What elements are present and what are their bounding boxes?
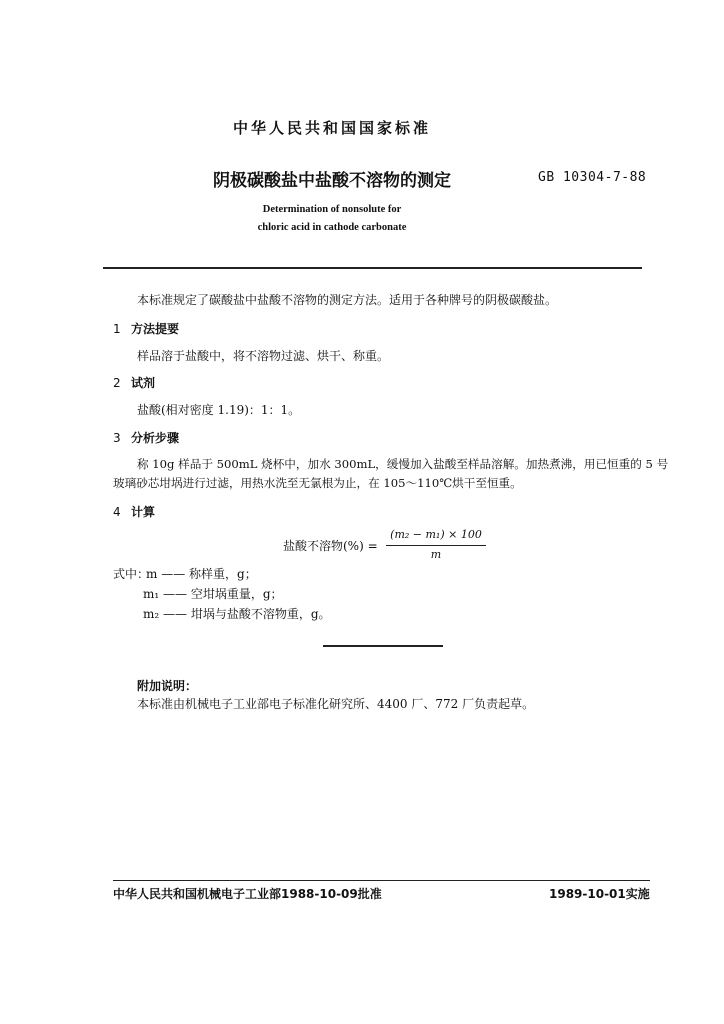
formula-fraction bbox=[386, 528, 486, 561]
section-title: 计算 bbox=[131, 505, 156, 519]
section-1-heading bbox=[113, 320, 179, 337]
definition-item: m₂ —— 坩埚与盐酸不溶物重，g。 bbox=[143, 607, 331, 621]
formula-lhs: 盐酸不溶物(%) = bbox=[283, 539, 378, 553]
section-number: 1 bbox=[113, 322, 121, 336]
section-number: 3 bbox=[113, 431, 121, 445]
definition-item: m —— 称样重，g； bbox=[146, 567, 257, 581]
english-title-line2: chloric acid in cathode carbonate bbox=[257, 222, 407, 233]
english-title-line1: Determination of nonsolute for bbox=[262, 204, 402, 215]
section-3-heading bbox=[113, 429, 179, 446]
note-heading: 附加说明： bbox=[137, 679, 198, 693]
formula-numerator: (m₂ − m₁) × 100 bbox=[390, 528, 482, 541]
definition-item: m₁ —— 空坩埚重量，g； bbox=[143, 587, 283, 601]
section-title: 分析步骤 bbox=[131, 431, 180, 445]
approval-line: 中华人民共和国机械电子工业部1988-10-09批准 bbox=[113, 887, 382, 901]
section-title: 方法提要 bbox=[131, 322, 180, 336]
document-title: 阴极碳酸盐中盐酸不溶物的测定 bbox=[213, 171, 451, 191]
section-4-heading bbox=[113, 503, 155, 520]
section-number: 2 bbox=[113, 376, 121, 390]
fraction-bar bbox=[386, 545, 486, 546]
section-title: 试剂 bbox=[131, 376, 156, 390]
section-2-text: 盐酸(相对密度 1.19)：1：1。 bbox=[137, 403, 301, 417]
section-3-text-line2: 玻璃砂芯坩埚进行过滤，用热水洗至无氯根为止，在 105～110℃烘干至恒重。 bbox=[113, 476, 522, 490]
section-number: 4 bbox=[113, 505, 121, 519]
formula-denominator: m bbox=[430, 548, 442, 561]
footer-divider bbox=[113, 880, 650, 881]
standard-category-heading: 中华人民共和国国家标准 bbox=[232, 119, 431, 137]
section-1-text: 样品溶于盐酸中，将不溶物过滤、烘干、称重。 bbox=[137, 349, 390, 363]
section-divider bbox=[323, 645, 443, 647]
section-3-text-line1: 称 10g 样品于 500mL 烧杯中，加水 300mL，缓慢加入盐酸至样品溶解。加热煮沸，用已恒重的 5 号 bbox=[137, 457, 669, 471]
where-label: 式中： bbox=[113, 567, 150, 581]
section-2-heading bbox=[113, 374, 155, 391]
standard-code: GB 10304-7-88 bbox=[538, 170, 647, 185]
intro-paragraph: 本标准规定了碳酸盐中盐酸不溶物的测定方法。适用于各种牌号的阴极碳酸盐。 bbox=[137, 293, 558, 307]
effective-date: 1989-10-01实施 bbox=[549, 887, 650, 901]
note-text: 本标准由机械电子工业部电子标准化研究所、4400 厂、772 厂负责起草。 bbox=[137, 697, 535, 711]
header-divider bbox=[103, 267, 642, 269]
